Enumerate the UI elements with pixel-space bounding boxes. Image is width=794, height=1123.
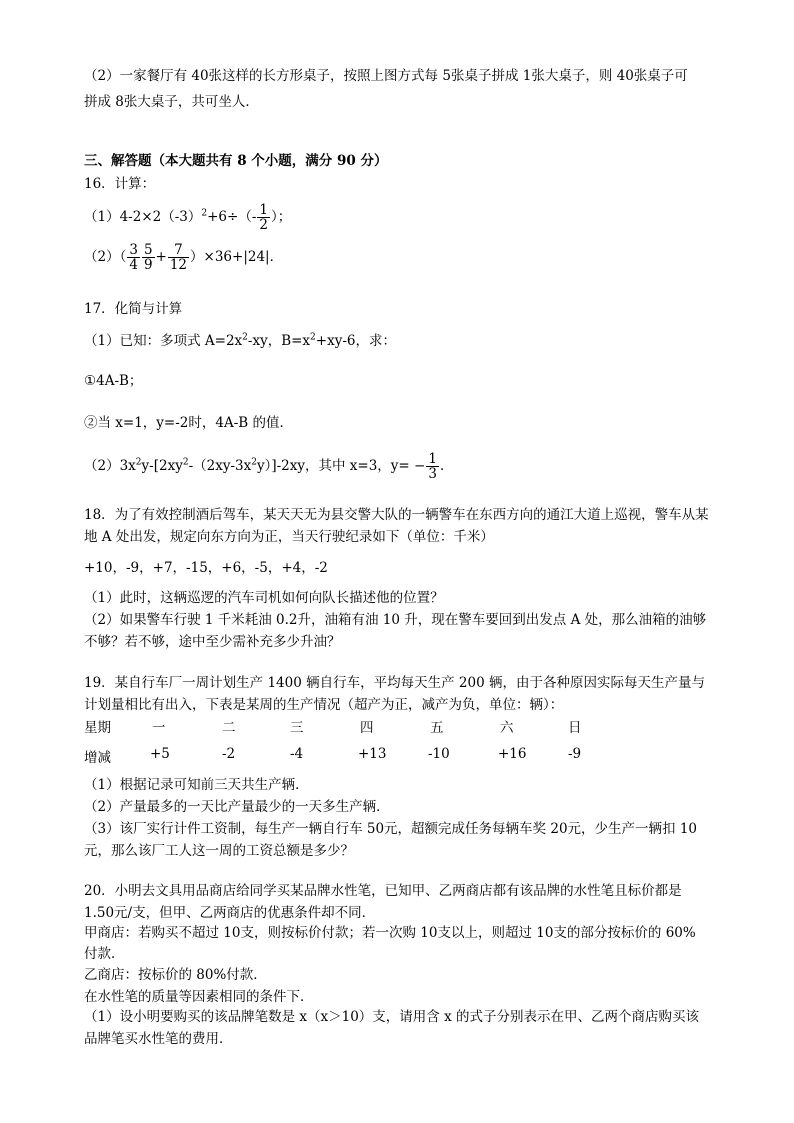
- q16-p1-post: ）；: [271, 209, 292, 225]
- q20-jia2: 付款．: [84, 946, 125, 962]
- table-row-cell: 增减: [84, 750, 111, 766]
- q20-yi: 乙商店：按标价的 80%付款．: [84, 967, 267, 983]
- q18-line1: 18．为了有效控制酒后驾车，某天天无为县交警大队的一辆警车在东西方向的通江大道上巡视，警车从某: [84, 507, 709, 523]
- q16-title: 16．计算：: [84, 176, 156, 192]
- q17-p2-fraction: $\frac{1}{3}$: [428, 451, 437, 482]
- q15-line1: （2）一家餐厅有 40张这样的长方形桌子，按照上图方式每 5张桌子拼成 1张大桌子，则 40张桌子可: [84, 68, 688, 84]
- q16-part2: [84, 243, 283, 272]
- table-header-cell: 星期: [84, 720, 111, 736]
- q17-title: 17．化简与计算: [84, 301, 183, 317]
- q16-p1-pre: （1）4-2×2（-3）: [84, 209, 202, 225]
- q16-p2-frac1: $\frac{3}{4}$: [129, 242, 138, 273]
- q16-part1: [84, 203, 291, 232]
- table-row-cell: -9: [568, 746, 582, 762]
- q16-p2-frac3: $\frac{7}{12}$: [169, 242, 188, 273]
- q18-data: +10，-9，+7，-15，+6，-5，+4，-2: [84, 560, 328, 576]
- q20-line1: 20．小明去文具用品商店给同学买某品牌水性笔，已知甲、乙两商店都有该品牌的水性笔且标价都是: [84, 883, 682, 899]
- q16-p2-plus: +: [155, 249, 167, 265]
- q19-p1: （1）根据记录可知前三天共生产辆．: [84, 777, 309, 793]
- q19-p2: （2）产量最多的一天比产量最少的一天多生产辆．: [84, 799, 390, 815]
- q18-p2a: （2）如果警车行驶 1 千米耗油 0.2升，油箱有油 10 升，现在警车要回到出发点 A 处，那么油箱的油够: [84, 612, 707, 628]
- table-row-cell: -2: [222, 746, 236, 762]
- table-row-cell: +16: [498, 746, 527, 762]
- table-row-cell: -10: [428, 746, 450, 762]
- q19-p3a: （3）该厂实行计件工资制，每生产一辆自行车 50元，超额完成任务每辆车奖 20元，少生产一辆扣 10: [84, 821, 697, 837]
- q18-line2: 地 A 处出发，规定向东方向为正，当天行驶纪录如下（单位：千米）: [84, 529, 494, 545]
- table-header-cell: 一: [152, 720, 166, 736]
- table-header-cell: 日: [568, 720, 582, 736]
- q20-jia1: 甲商店：若购买不超过 10支，则按标价付款；若一次购 10支以上，则超过 10支的部分按标价的 60%: [84, 925, 696, 941]
- q20-cond: 在水性笔的质量等因素相同的条件下．: [84, 989, 314, 1005]
- q15-line2: 拼成 8张大桌子，共可坐人．: [84, 94, 259, 110]
- table-row-cell: +5: [150, 746, 170, 762]
- table-header-cell: 二: [222, 720, 236, 736]
- q19-p3b: 元，那么该厂工人这一周的工资总额是多少？: [84, 843, 354, 859]
- q17-c2: ②当 x=1，y=-2时，4A-B 的值．: [84, 415, 294, 431]
- q17-part1: （1）已知：多项式 $A=2x^2-xy$，$B=x^2+xy-6$，求：: [84, 332, 396, 349]
- section-heading: 三、解答题（本大题共有 8 个小题，满分 90 分）: [84, 153, 388, 169]
- q20-p1b: 品牌笔买水性笔的费用．: [84, 1031, 233, 1047]
- q16-p2-post: ）×36+|24|．: [190, 249, 284, 265]
- table-header-cell: 五: [430, 720, 444, 736]
- table-row-cell: +13: [358, 746, 387, 762]
- q17-part2: $(2)3x^2y-[2xy^2-(2xy-3x^2y)]-2xy$，其中 x=3，y= − $\frac{1}{3}$ ．: [84, 451, 454, 482]
- q20-line2: 1.50元/支，但甲、乙两商店的优惠条件却不同．: [84, 905, 376, 921]
- q19-line1: 19．某自行车厂一周计划生产 1400 辆自行车，平均每天生产 200 辆，由于各种原因实际每天生产量与: [84, 675, 705, 691]
- q16-p2-frac2: $\frac{5}{9}$: [143, 242, 153, 273]
- q18-p2b: 不够？若不够，途中至少需补充多少升油？: [84, 634, 341, 650]
- q16-p1-mid: +6÷（-: [207, 209, 257, 225]
- q16-p1-sup: 2: [201, 208, 208, 219]
- q16-p2-pre: （2）（: [84, 249, 127, 265]
- q20-p1a: （1）设小明要购买的该品牌笔数是 x（x＞10）支，请用含 x 的式子分别表示在甲、乙两个商店购买该: [84, 1009, 699, 1025]
- table-row-cell: -4: [290, 746, 304, 762]
- table-header-cell: 四: [360, 720, 374, 736]
- table-header-cell: 三: [290, 720, 304, 736]
- table-header-cell: 六: [500, 720, 514, 736]
- q18-p1: （1）此时，这辆巡逻的汽车司机如何向队长描述他的位置？: [84, 590, 444, 606]
- q17-c1: ①4A-B；: [84, 373, 143, 389]
- q16-p1-fraction: $\frac{1}{2}$: [259, 202, 268, 233]
- q19-line2: 计划量相比有出入，下表是某周的生产情况（超产为正，减产为负，单位：辆）：: [84, 697, 564, 713]
